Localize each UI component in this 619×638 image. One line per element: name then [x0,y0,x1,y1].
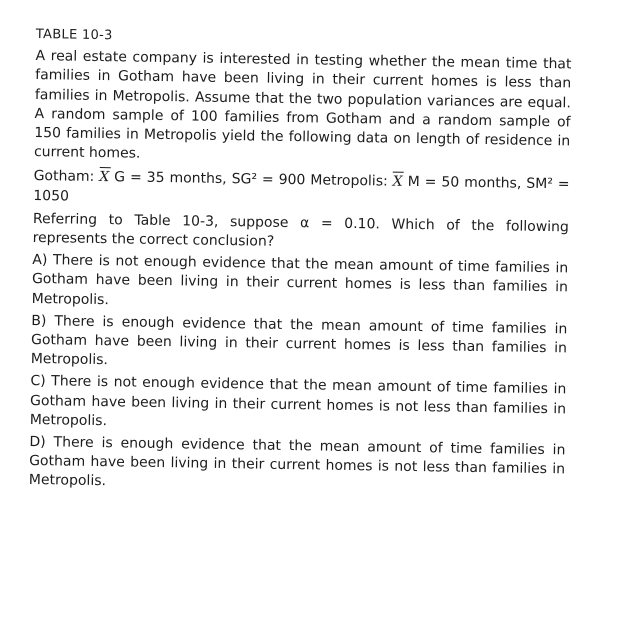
option-c [30,372,567,438]
option-b-text: There is enough evidence that the mean amount of time families in Gotham have been living in their current homes is less than families in Metropolis. [30,313,568,369]
gotham-label: Gotham: [33,168,95,186]
option-a [32,251,569,317]
question-text: Referring to Table 10-3, suppose α = 0.10. Which of the following represents the correct conclusion? [32,210,570,250]
option-c-text: There is not enough evidence that the mean amount of time families in Gotham have been living in their current homes is not less than families in Metropolis. [29,373,567,430]
option-d-text: There is enough evidence that the mean amount of time families in Gotham have been living in their current homes is not less than families in Metropolis. [28,434,566,490]
option-a-text: There is not enough evidence that the mean amount of time families in Gotham have been living in their current homes is less than families in Metropolis. [31,252,569,308]
option-d [29,433,566,499]
question-content [29,25,572,499]
intro-paragraph: A real estate company is interested in testing whether the mean time that families in Gotham have been living in their current homes is less than families in Metropolis. Assume that the two population variances are equal. A random sample of 100 families from Gotham and a random sample of 150 families in Metropolis yield the following data on length of residence in current homes. [33,48,572,162]
option-b-label: B) [31,312,47,330]
metropolis-mean: M = 50 [407,174,460,192]
metropolis-label: Metropolis: [310,172,388,190]
data-line [33,165,570,214]
option-d-label: D) [29,434,46,451]
option-a-label: A) [32,252,48,269]
gotham-xbar-symbol: X [99,166,109,187]
metropolis-variance: months, SM² = 1050 [33,175,570,205]
gotham-statistics: G = 35 months, SG² = 900 [114,169,306,189]
option-b [31,312,568,378]
metropolis-xbar-symbol: X [393,171,403,192]
table-title: TABLE 10-3 [35,26,113,44]
option-c-label: C) [30,373,46,390]
